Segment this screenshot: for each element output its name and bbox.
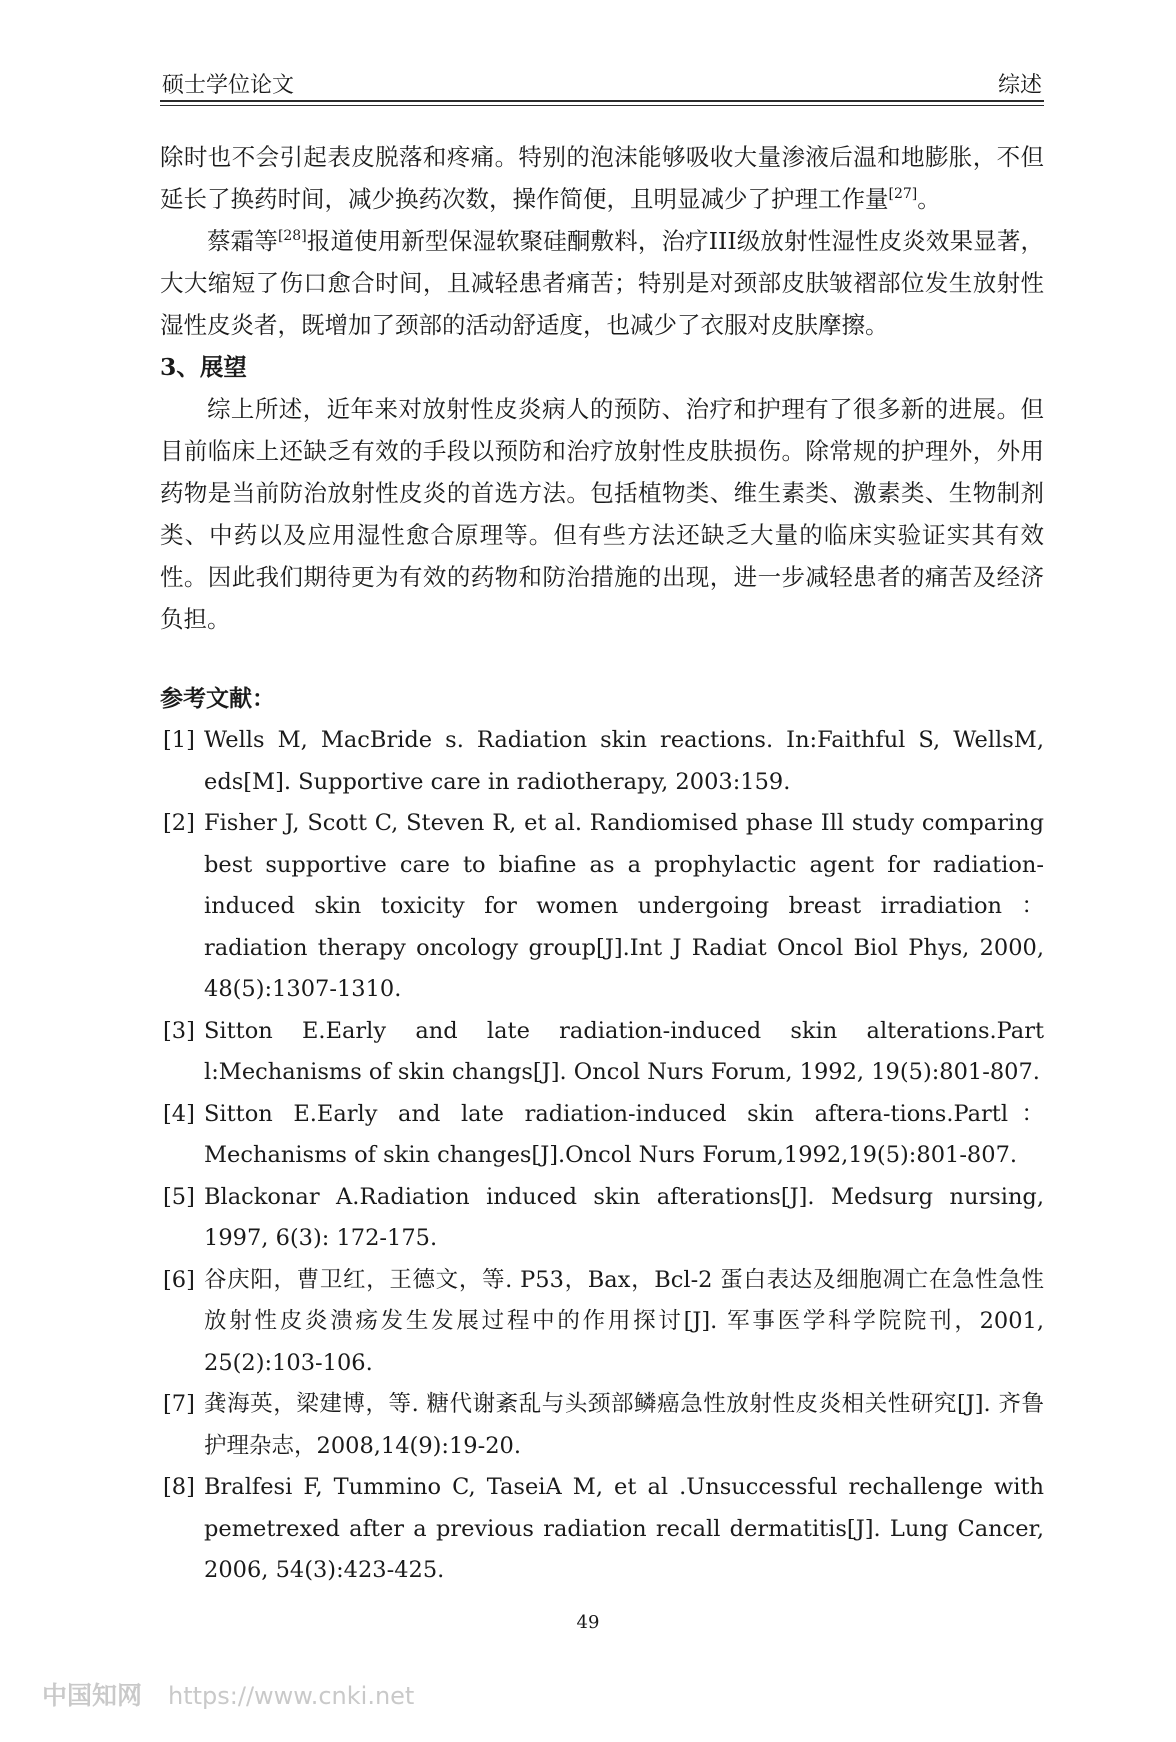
reference-item: [160, 1467, 1044, 1592]
paragraph-2-author: 蔡霜等: [207, 227, 278, 255]
paragraph-2-text: 报道使用新型保湿软聚硅酮敷料，治疗III级放射性湿性皮炎效果显著，大大缩短了伤口愈合时间，且减轻患者痛苦；特别是对颈部皮肤皱褶部位发生放射性湿性皮炎者，既增加了颈部的活动舒适度，也减少了衣服对皮肤摩擦。: [160, 227, 1044, 339]
reference-item: [160, 1260, 1044, 1385]
reference-number: [6]: [163, 1266, 195, 1293]
page-number: 49: [576, 1612, 600, 1633]
paragraph-1: [160, 136, 1044, 220]
reference-number: [4]: [163, 1100, 195, 1127]
reference-item: [160, 803, 1044, 1011]
reference-number: [8]: [163, 1474, 195, 1500]
paragraph-1-text: 除时也不会引起表皮脱落和疼痛。特别的泡沫能够吸收大量渗液后温和地膨胀，不但延长了换药时间，减少换药次数，操作简便，且明显减少了护理工作量: [160, 143, 1044, 213]
reference-item: [160, 720, 1044, 803]
watermark-url: https://www.cnki.net: [168, 1682, 415, 1710]
body-text: [160, 136, 1044, 640]
reference-item: [160, 1384, 1044, 1467]
cnki-logo: 中国知网: [42, 1681, 143, 1710]
reference-list: [160, 720, 1044, 1592]
header-section-label: 综述: [997, 73, 1042, 98]
paragraph-1-end: 。: [917, 185, 941, 213]
references-title: 参考文献：: [160, 685, 275, 712]
reference-text: Wells M, MacBride s. Radiation skin reactions. In:Faithful S, WellsM, eds[M]. Supportive care in radiotherapy, 2003:159.: [204, 727, 1044, 795]
reference-number: [1]: [163, 727, 195, 753]
watermark: [42, 1676, 414, 1712]
reference-item: [160, 1094, 1044, 1177]
page-header: [160, 64, 1044, 102]
section-heading: 3、展望: [160, 353, 247, 381]
reference-item: [160, 1177, 1044, 1260]
reference-text: Sitton E.Early and late radiation-induced skin aftera-tions.Partl：Mechanisms of skin changes[J].Oncol Nurs Forum,1992,19(5):801-807.: [204, 1100, 1044, 1168]
reference-number: [2]: [163, 810, 195, 836]
reference-text: 谷庆阳，曹卫红，王德文，等. P53，Bax，Bcl-2 蛋白表达及细胞凋亡在急性急性放射性皮炎溃疡发生发展过程中的作用探讨[J]. 军事医学科学院院刊，2001, 25(2):103-106.: [204, 1266, 1044, 1376]
reference-text: 龚海英，梁建博，等. 糖代谢紊乱与头颈部鳞癌急性放射性皮炎相关性研究[J]. 齐鲁护理杂志，2008,14(9):19-20.: [204, 1391, 1044, 1459]
citation-27: [27]: [888, 186, 918, 202]
reference-item: [160, 1011, 1044, 1094]
header-thesis-label: 硕士学位论文: [162, 73, 295, 98]
section-paragraph: 综上所述，近年来对放射性皮炎病人的预防、治疗和护理有了很多新的进展。但目前临床上还缺乏有效的手段以预防和治疗放射性皮肤损伤。除常规的护理外，外用药物是当前防治放射性皮炎的首选方法。包括植物类、维生素类、激素类、生物制剂类、中药以及应用湿性愈合原理等。但有些方法还缺乏大量的临床实验证实其有效性。因此我们期待更为有效的药物和防治措施的出现，进一步减轻患者的痛苦及经济负担。: [160, 395, 1044, 633]
paragraph-2: [160, 220, 1044, 346]
reference-number: [5]: [163, 1183, 195, 1210]
reference-number: [3]: [163, 1017, 195, 1044]
reference-number: [7]: [163, 1391, 195, 1417]
reference-text: Sitton E.Early and late radiation-induced skin alterations.Part l:Mechanisms of skin changs[J]. Oncol Nurs Forum, 1992, 19(5):801-807.: [204, 1017, 1044, 1085]
reference-text: Blackonar A.Radiation induced skin afterations[J]. Medsurg nursing, 1997, 6(3): 172-175.: [204, 1183, 1044, 1251]
reference-text: Fisher J, Scott C, Steven R, et al. Randiomised phase Ill study comparing best supportive care to biafine as a prophylactic agent for radiation-induced skin toxicity for women undergoing breast irradiation ：radiation therapy oncology group[J].Int J Radiat Oncol Biol Phys, 2000, 48(5):1307-1310.: [204, 810, 1044, 1002]
citation-28: [28]: [277, 228, 307, 244]
reference-text: Bralfesi F, Tummino C, TaseiA M, et al .Unsuccessful rechallenge with pemetrexed after a previous radiation recall dermatitis[J]. Lung Cancer, 2006, 54(3):423-425.: [204, 1474, 1044, 1583]
